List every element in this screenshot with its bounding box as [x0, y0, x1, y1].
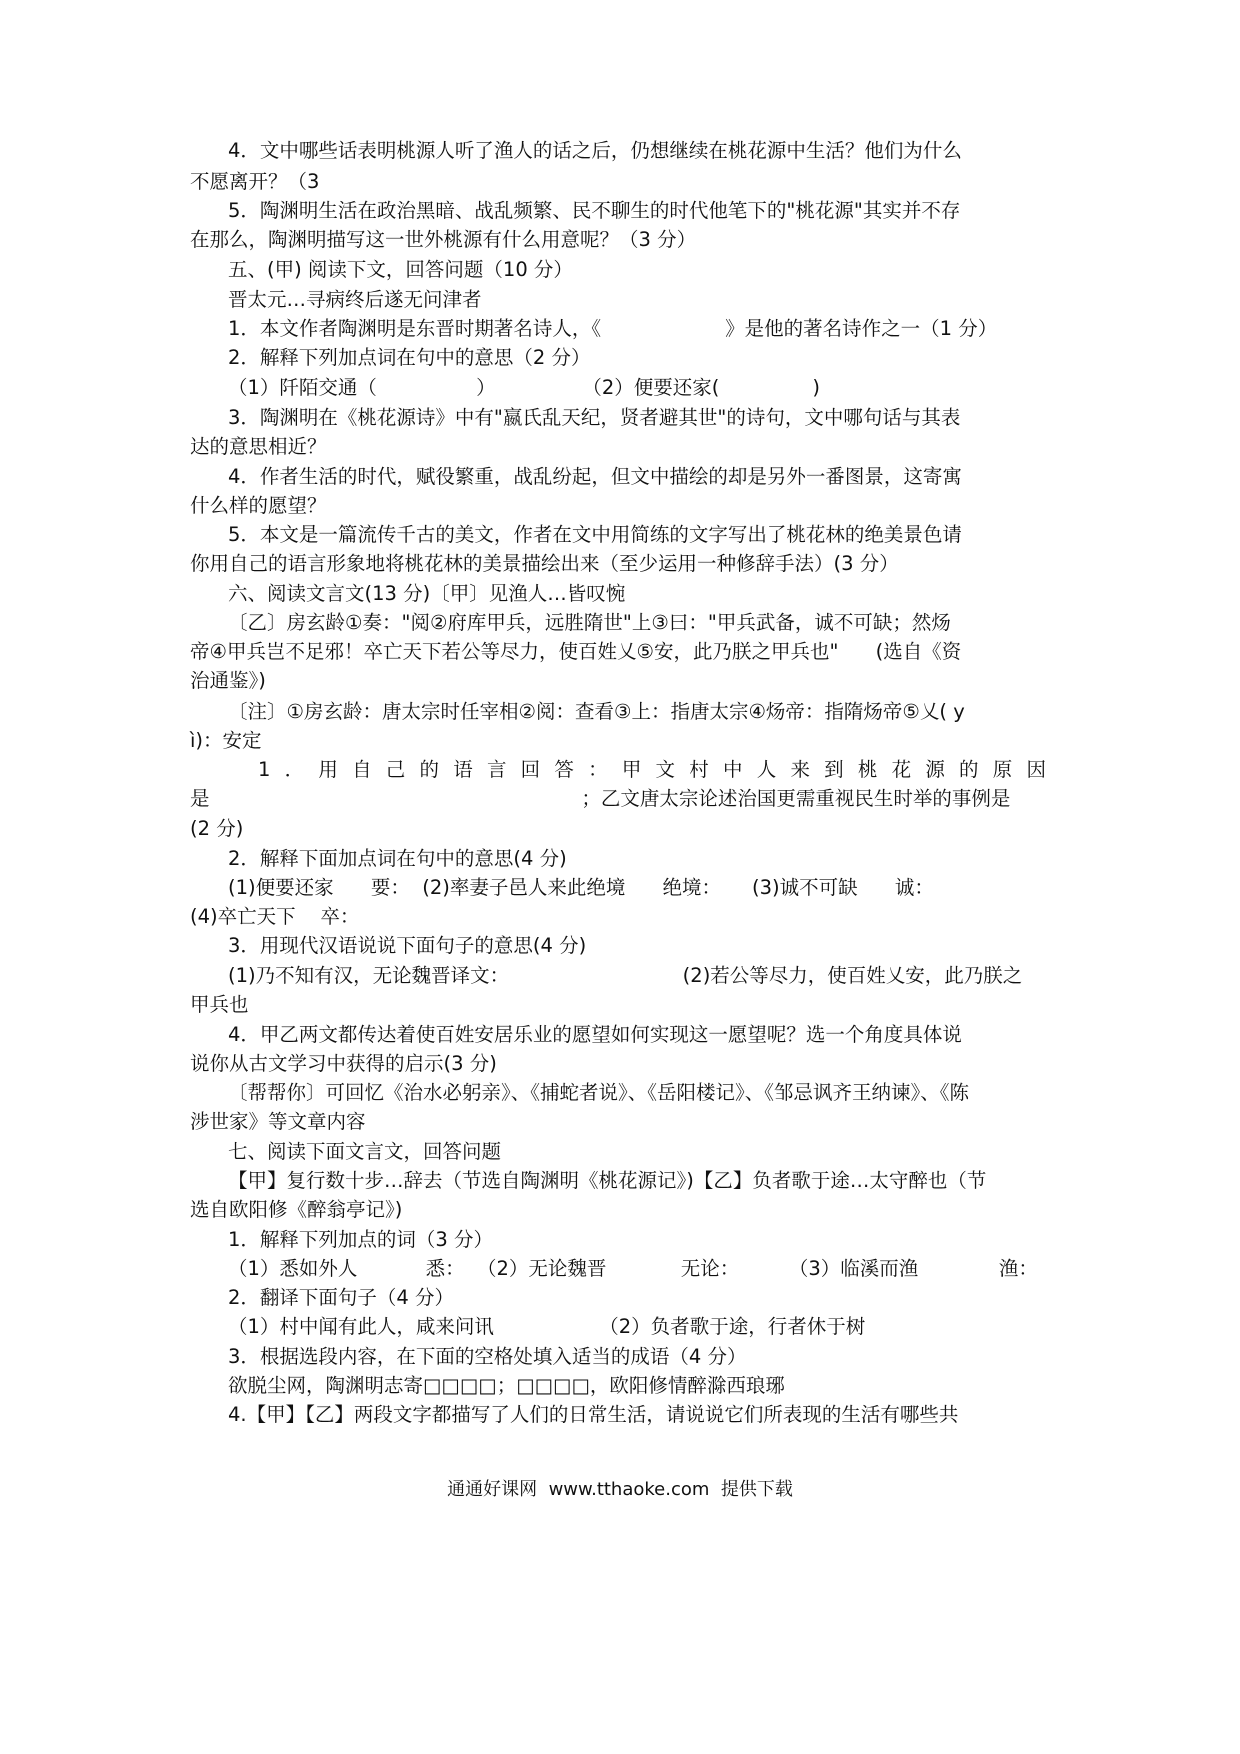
section-5-question-2-items: （1）阡陌交通（ ） （2）便要还家( ) — [228, 376, 820, 399]
section-6-hint-line-2: 涉世家》等文章内容 — [190, 1110, 366, 1133]
page-footer: 通通好课网 www.tthaoke.com 提供下载 — [447, 1479, 793, 1500]
section-7-question-3-text: 欲脱尘网，陶渊明志寄□□□□；□□□□，欧阳修情醉滁西琅琊 — [228, 1374, 785, 1397]
section-5-question-3-line-2: 达的意思相近？ — [190, 435, 327, 458]
section-6-hint-line-1: 〔帮帮你〕可回忆《治水必躬亲》、《捕蛇者说》、《岳阳楼记》、《邹忌讽齐王纳谏》、《陈 — [228, 1081, 970, 1104]
section-7-excerpts-line-1: 【甲】复行数十步…辞去（节选自陶渊明《桃花源记》)【乙】负者歌于途…太守醉也（节 — [228, 1169, 987, 1192]
section-5-excerpt: 晋太元…寻病终后遂无问津者 — [228, 288, 482, 311]
section-5-question-1: 1．本文作者陶渊明是东晋时期著名诗人，《 》是他的著名诗作之一（1 分） — [228, 317, 998, 340]
section-5-question-3-line-1: 3．陶渊明在《桃花源诗》中有"嬴氏乱天纪，贤者避其世"的诗句，文中哪句话与其表 — [228, 406, 961, 429]
section-7-question-2-items: （1）村中闻有此人，咸来问讯 （2）负者歌于途，行者休于树 — [228, 1315, 866, 1338]
section-6-question-1-line-3: (2 分) — [190, 817, 244, 840]
section-7-question-4: 4.【甲】【乙】两段文字都描写了人们的日常生活，请说说它们所表现的生活有哪些共 — [228, 1403, 959, 1426]
question-5-line-2: 在那么，陶渊明描写这一世外桃源有什么用意呢？（3 分） — [190, 228, 697, 251]
section-6-heading: 六、阅读文言文(13 分)〔甲〕见渔人…皆叹惋 — [228, 582, 626, 605]
section-7-heading: 七、阅读下面文言文，回答问题 — [228, 1140, 502, 1163]
section-6-question-1-line-1: 1．用自己的语言回答：甲文村中人来到桃花源的原因 — [258, 758, 1046, 781]
section-5-question-4-line-1: 4．作者生活的时代，赋役繁重，战乱纷起，但文中描绘的却是另外一番图景，这寄寓 — [228, 465, 962, 488]
section-7-question-1-items: （1）悉如外人 悉： （2）无论魏晋 无论： （3）临溪而渔 渔： — [228, 1257, 1038, 1280]
section-6-text-b-line-3: 治通鉴》) — [190, 669, 266, 692]
section-5-question-2: 2．解释下列加点词在句中的意思（2 分） — [228, 346, 591, 369]
section-6-text-b-line-1: 〔乙〕房玄龄①奏："阅②府库甲兵，远胜隋世"上③曰："甲兵武备，诚不可缺；然炀 — [228, 611, 951, 634]
section-7-excerpts-line-2: 选自欧阳修《醉翁亭记》) — [190, 1198, 403, 1221]
section-6-question-2-items-line-2: (4)卒亡天下 卒： — [190, 905, 360, 928]
section-6-question-4-line-1: 4．甲乙两文都传达着使百姓安居乐业的愿望如何实现这一愿望呢？选一个角度具体说 — [228, 1023, 962, 1046]
section-6-question-4-line-2: 说你从古文学习中获得的启示(3 分) — [190, 1052, 497, 1075]
question-5-line-1: 5．陶渊明生活在政治黑暗、战乱频繁、民不聊生的时代他笔下的"桃花源"其实并不存 — [228, 199, 961, 222]
section-6-question-2-items-line-1: (1)便要还家 要： (2)率妻子邑人来此绝境 绝境： (3)诚不可缺 诚： — [228, 876, 934, 899]
section-7-question-3: 3．根据选段内容，在下面的空格处填入适当的成语（4 分） — [228, 1345, 747, 1368]
section-5-question-4-line-2: 什么样的愿望？ — [190, 494, 327, 517]
section-6-question-3-items-line-1: (1)乃不知有汉，无论魏晋译文： (2)若公等尽力，使百姓乂安，此乃朕之 — [228, 964, 1023, 987]
section-5-question-5-line-1: 5．本文是一篇流传千古的美文，作者在文中用简练的文字写出了桃花林的绝美景色请 — [228, 523, 962, 546]
section-6-notes-line-1: 〔注〕①房玄龄：唐太宗时任宰相②阅：查看③上：指唐太宗④炀帝：指隋炀帝⑤乂( y — [228, 700, 965, 723]
section-6-question-3: 3．用现代汉语说说下面句子的意思(4 分) — [228, 934, 587, 957]
section-7-question-2: 2．翻译下面句子（4 分） — [228, 1286, 455, 1309]
section-6-question-3-items-line-2: 甲兵也 — [190, 993, 249, 1016]
section-6-notes-line-2: ì)：安定 — [190, 729, 262, 752]
section-7-question-1: 1．解释下列加点的词（3 分） — [228, 1228, 494, 1251]
section-5-question-5-line-2: 你用自己的语言形象地将桃花林的美景描绘出来（至少运用一种修辞手法）(3 分） — [190, 552, 899, 575]
section-6-question-1-line-2: 是 ；乙文唐太宗论述治国更需重视民生时举的事例是 — [190, 787, 1011, 810]
section-6-text-b-line-2: 帝④甲兵岂不足邪！卒亡天下若公等尽力，使百姓乂⑤安，此乃朕之甲兵也" (选自《资 — [190, 640, 962, 663]
section-6-question-2: 2．解释下面加点词在句中的意思(4 分) — [228, 847, 567, 870]
question-4-line-2: 不愿离开？（3 — [190, 170, 320, 193]
question-4-line-1: 4．文中哪些话表明桃源人听了渔人的话之后，仍想继续在桃花源中生活？他们为什么 — [228, 139, 962, 162]
section-5-heading: 五、(甲) 阅读下文，回答问题（10 分） — [228, 258, 573, 281]
